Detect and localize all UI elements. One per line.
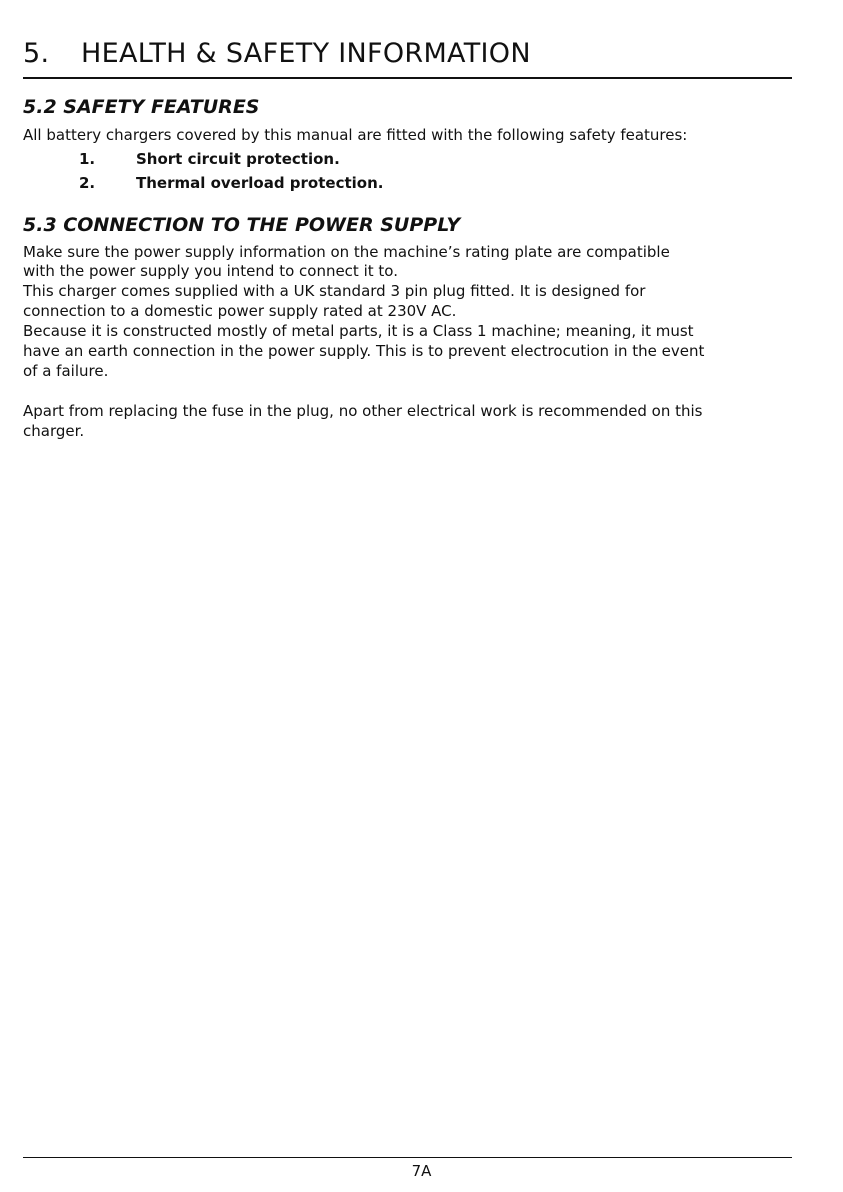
title-divider — [23, 77, 792, 79]
list-item-number: 1. — [79, 150, 96, 168]
power-supply-line: This charger comes supplied with a UK standard 3 pin plug fitted. It is designed for — [23, 282, 646, 300]
list-item — [79, 150, 340, 169]
page-number: 7A — [411, 1162, 432, 1180]
section-number: 5. — [23, 38, 50, 69]
list-item-text: Thermal overload protection. — [136, 174, 384, 192]
power-supply-line: have an earth connection in the power supply. This is to prevent electrocution in the event — [23, 342, 705, 360]
power-supply-line: with the power supply you intend to connect it to. — [23, 262, 398, 280]
power-supply-line: of a failure. — [23, 362, 109, 380]
list-item — [79, 174, 383, 193]
list-item-number: 2. — [79, 174, 96, 192]
list-item-text: Short circuit protection. — [136, 150, 340, 168]
power-supply-line: connection to a domestic power supply rated at 230V AC. — [23, 302, 457, 320]
power-supply-line: Make sure the power supply information on the machine’s rating plate are compatible — [23, 243, 670, 261]
power-supply-line: Because it is constructed mostly of metal parts, it is a Class 1 machine; meaning, it must — [23, 322, 694, 340]
closing-line: charger. — [23, 422, 85, 440]
section-title: HEALTH & SAFETY INFORMATION — [81, 38, 531, 69]
power-supply-heading: 5.3 CONNECTION TO THE POWER SUPPLY — [23, 214, 461, 236]
footer-divider — [23, 1157, 792, 1158]
safety-features-heading: 5.2 SAFETY FEATURES — [23, 96, 260, 118]
safety-features-intro: All battery chargers covered by this manual are fitted with the following safety features: — [23, 126, 688, 144]
closing-line: Apart from replacing the fuse in the plug, no other electrical work is recommended on this — [23, 402, 703, 420]
page-title — [23, 38, 531, 69]
